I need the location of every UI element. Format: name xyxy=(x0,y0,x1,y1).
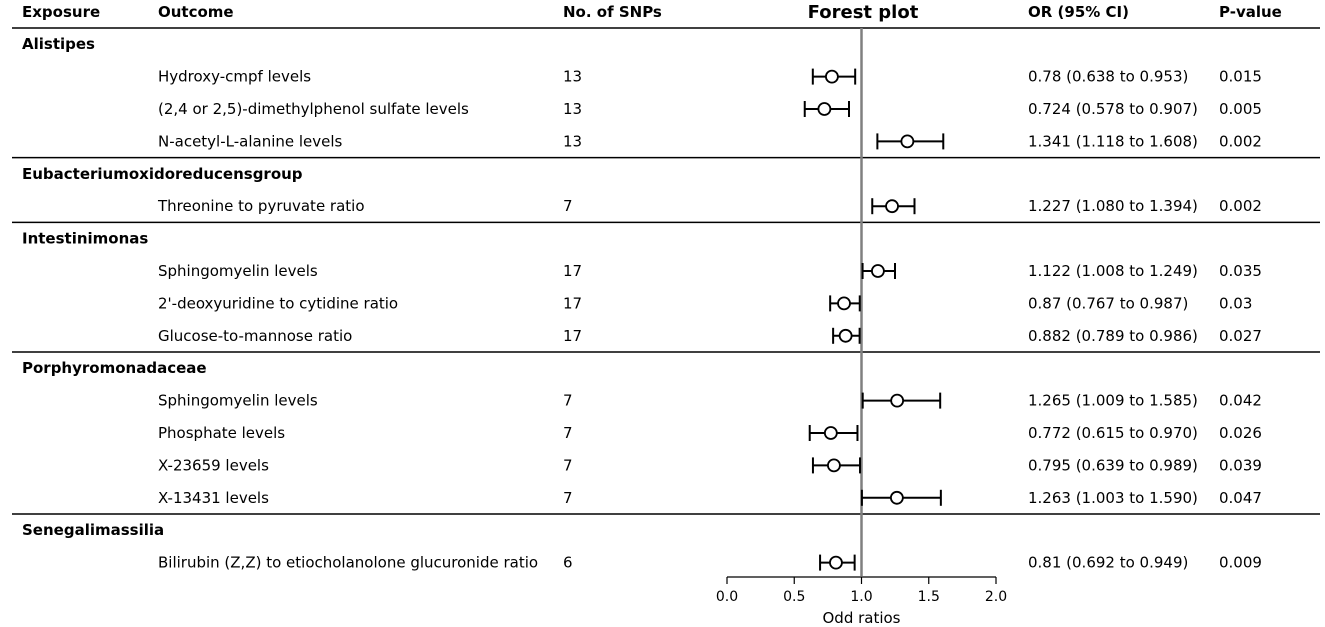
table-row xyxy=(158,100,1262,118)
p-value: 0.039 xyxy=(1219,456,1262,475)
header-snps: No. of SNPs xyxy=(563,3,662,21)
or-point xyxy=(826,71,838,83)
header-outcome: Outcome xyxy=(158,3,234,21)
x-tick-label: 0.0 xyxy=(715,589,739,605)
table-row xyxy=(158,392,1262,410)
snp-count: 13 xyxy=(563,67,583,86)
snp-count: 7 xyxy=(563,488,573,507)
outcome-label: X-13431 levels xyxy=(158,488,269,507)
p-value: 0.002 xyxy=(1219,132,1262,151)
outcome-label: Sphingomyelin levels xyxy=(158,391,318,410)
p-value: 0.002 xyxy=(1219,197,1262,216)
outcome-label: (2,4 or 2,5)-dimethylphenol sulfate levels xyxy=(158,100,469,118)
snp-count: 17 xyxy=(563,294,583,313)
table-row xyxy=(158,68,1262,86)
table-row xyxy=(158,294,1252,312)
or-ci-value: 1.265 (1.009 to 1.585) xyxy=(1028,391,1198,410)
or-point xyxy=(886,200,898,212)
p-value: 0.047 xyxy=(1219,488,1262,507)
p-value: 0.035 xyxy=(1219,262,1262,280)
or-ci-value: 0.795 (0.639 to 0.989) xyxy=(1028,456,1198,475)
exposure-label: Alistipes xyxy=(22,35,95,54)
or-point xyxy=(901,135,913,147)
or-ci-value: 0.81 (0.692 to 0.949) xyxy=(1028,553,1189,572)
exposure-label: Intestinimonas xyxy=(22,229,149,248)
or-ci-value: 1.227 (1.080 to 1.394) xyxy=(1028,197,1198,216)
outcome-label: X-23659 levels xyxy=(158,456,269,475)
or-point xyxy=(830,557,842,569)
or-ci-value: 0.87 (0.767 to 0.987) xyxy=(1028,294,1189,313)
table-row xyxy=(157,197,1262,215)
p-value: 0.009 xyxy=(1219,553,1262,572)
snp-count: 6 xyxy=(563,553,573,572)
chart-title: Forest plot xyxy=(807,2,919,23)
outcome-label: 2'-deoxyuridine to cytidine ratio xyxy=(158,294,399,313)
or-point xyxy=(891,492,903,504)
snp-count: 7 xyxy=(563,424,573,442)
x-axis-label: Odd ratios xyxy=(822,609,901,627)
x-axis xyxy=(716,577,1007,627)
header-exposure: Exposure xyxy=(22,3,101,21)
outcome-label: Hydroxy-cmpf levels xyxy=(158,67,312,86)
table-row xyxy=(158,554,1262,572)
snp-count: 7 xyxy=(563,197,573,216)
p-value: 0.005 xyxy=(1219,100,1262,118)
table-row xyxy=(158,132,1262,150)
x-tick-label: 0.5 xyxy=(783,589,806,605)
or-point xyxy=(838,297,850,309)
x-tick-label: 2.0 xyxy=(984,589,1008,605)
exposure-label: Senegalimassilia xyxy=(22,521,165,540)
x-tick-label: 1.0 xyxy=(850,589,873,605)
table-row xyxy=(158,262,1262,280)
or-ci-value: 0.882 (0.789 to 0.986) xyxy=(1028,326,1198,345)
table-row xyxy=(158,424,1262,442)
or-point xyxy=(891,395,903,407)
table-row xyxy=(158,489,1262,507)
exposure-label: Eubacteriumoxidoreducensgroup xyxy=(22,164,303,183)
header-or-ci: OR (95% CI) xyxy=(1028,3,1129,21)
outcome-label: Glucose-to-mannose ratio xyxy=(158,326,353,345)
or-point xyxy=(825,427,837,439)
forest-marks xyxy=(805,28,944,576)
p-value: 0.015 xyxy=(1219,67,1262,86)
snp-count: 7 xyxy=(563,456,573,475)
x-tick-label: 1.5 xyxy=(917,589,940,605)
snp-count: 13 xyxy=(563,100,583,118)
header-pvalue: P-value xyxy=(1219,3,1282,21)
snp-count: 17 xyxy=(563,326,583,345)
or-point xyxy=(818,103,830,115)
outcome-label: Threonine to pyruvate ratio xyxy=(158,197,365,216)
p-value: 0.03 xyxy=(1219,294,1253,313)
or-ci-value: 1.263 (1.003 to 1.590) xyxy=(1028,488,1198,507)
or-ci-value: 1.341 (1.118 to 1.608) xyxy=(1028,132,1198,151)
snp-count: 17 xyxy=(563,262,583,280)
p-value: 0.042 xyxy=(1219,391,1262,410)
or-ci-value: 0.724 (0.578 to 0.907) xyxy=(1028,100,1198,118)
snp-count: 7 xyxy=(563,391,573,410)
or-point xyxy=(828,459,840,471)
snp-count: 13 xyxy=(563,132,583,151)
table-row xyxy=(158,327,1262,345)
exposure-label: Porphyromonadaceae xyxy=(22,359,207,378)
or-ci-value: 0.772 (0.615 to 0.970) xyxy=(1028,424,1198,442)
or-point xyxy=(840,330,852,342)
or-ci-value: 1.122 (1.008 to 1.249) xyxy=(1028,262,1198,280)
outcome-label: Phosphate levels xyxy=(158,424,286,442)
or-ci-value: 0.78 (0.638 to 0.953) xyxy=(1028,67,1189,86)
table-body xyxy=(12,28,1320,572)
outcome-label: N-acetyl-L-alanine levels xyxy=(158,132,343,151)
p-value: 0.027 xyxy=(1219,326,1262,345)
outcome-label: Bilirubin (Z,Z) to etiocholanolone glucuronide ratio xyxy=(158,553,539,572)
table-row xyxy=(158,456,1262,474)
outcome-label: Sphingomyelin levels xyxy=(158,262,318,280)
p-value: 0.026 xyxy=(1219,424,1262,442)
or-point xyxy=(872,265,884,277)
